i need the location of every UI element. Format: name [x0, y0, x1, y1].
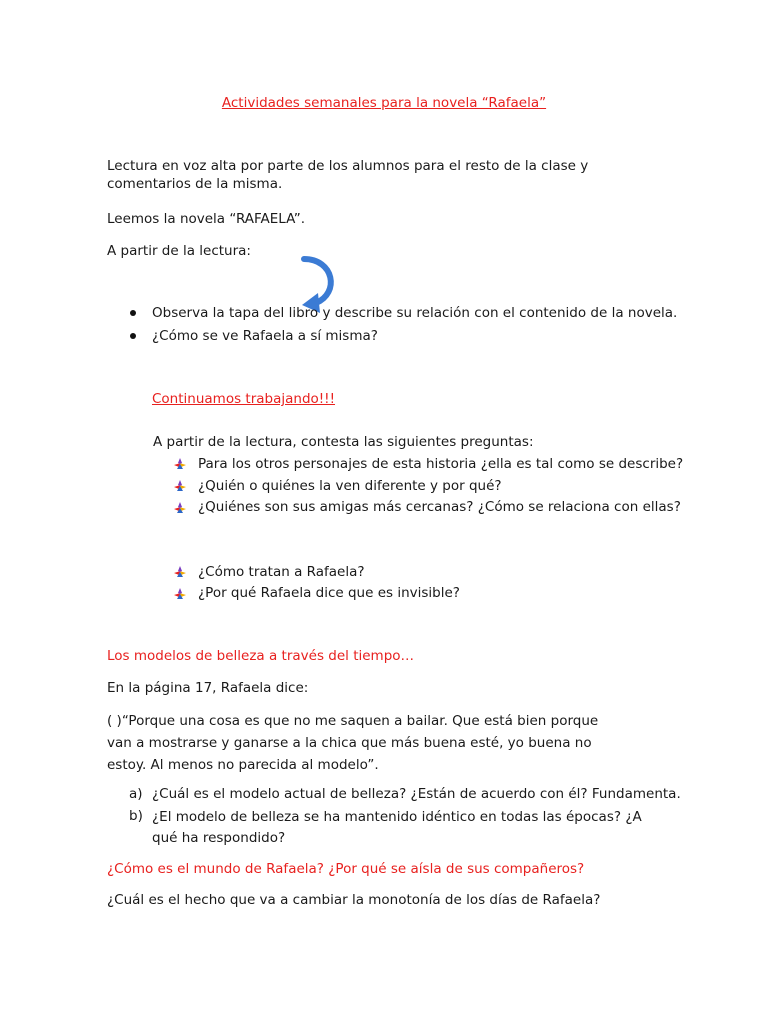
- four-point-marker-icon: [174, 588, 186, 600]
- list-label: a): [129, 786, 143, 802]
- question-item: ¿Cómo tratan a Rafaela?: [198, 564, 365, 580]
- four-point-marker-icon: [174, 502, 186, 514]
- list-label: b): [129, 808, 143, 824]
- intro-line-novel: Leemos la novela “RAFAELA”.: [107, 211, 305, 227]
- intro-line-reading: A partir de la lectura:: [107, 243, 251, 259]
- list-item: ¿El modelo de belleza se ha mantenido idéntico en todas las épocas? ¿A qué ha respondido?: [152, 809, 642, 846]
- section-heading-beauty: Los modelos de belleza a través del tiempo…: [107, 648, 415, 664]
- question-item: ¿Por qué Rafaela dice que es invisible?: [198, 585, 460, 601]
- page-reference: En la página 17, Rafaela dice:: [107, 680, 309, 696]
- section-heading-continue: Continuamos trabajando!!!: [152, 391, 336, 407]
- quote-paragraph: ( )“Porque una cosa es que no me saquen a bailar. Que está bien porque van a mostrarse y ganarse a la chica que más buena esté, yo buena no estoy. Al menos no parecida al modelo”.: [107, 713, 599, 773]
- question-item: Para los otros personajes de esta historia ¿ella es tal como se describe?: [198, 456, 684, 472]
- event-question: ¿Cuál es el hecho que va a cambiar la monotonía de los días de Rafaela?: [107, 892, 601, 908]
- four-point-marker-icon: [174, 566, 186, 578]
- question-item: ¿Quién o quiénes la ven diferente y por qué?: [198, 478, 502, 494]
- section-lead: A partir de la lectura, contesta las siguientes preguntas:: [153, 434, 534, 450]
- question-item: ¿Quiénes son sus amigas más cercanas? ¿Cómo se relaciona con ellas?: [198, 499, 681, 515]
- page-title: Actividades semanales para la novela “Rafaela”: [221, 95, 547, 111]
- intro-paragraph: Lectura en voz alta por parte de los alumnos para el resto de la clase y comentarios de la misma.: [107, 158, 589, 192]
- bullet-icon: [130, 310, 136, 316]
- four-point-marker-icon: [174, 480, 186, 492]
- bullet-icon: [130, 333, 136, 339]
- world-question: ¿Cómo es el mundo de Rafaela? ¿Por qué se aísla de sus compañeros?: [107, 861, 585, 877]
- four-point-marker-icon: [174, 458, 186, 470]
- list-item: ¿Cómo se ve Rafaela a sí misma?: [152, 328, 378, 344]
- list-item: ¿Cuál es el modelo actual de belleza? ¿Están de acuerdo con él? Fundamenta.: [152, 786, 681, 802]
- list-item: Observa la tapa del libro y describe su relación con el contenido de la novela.: [152, 305, 678, 321]
